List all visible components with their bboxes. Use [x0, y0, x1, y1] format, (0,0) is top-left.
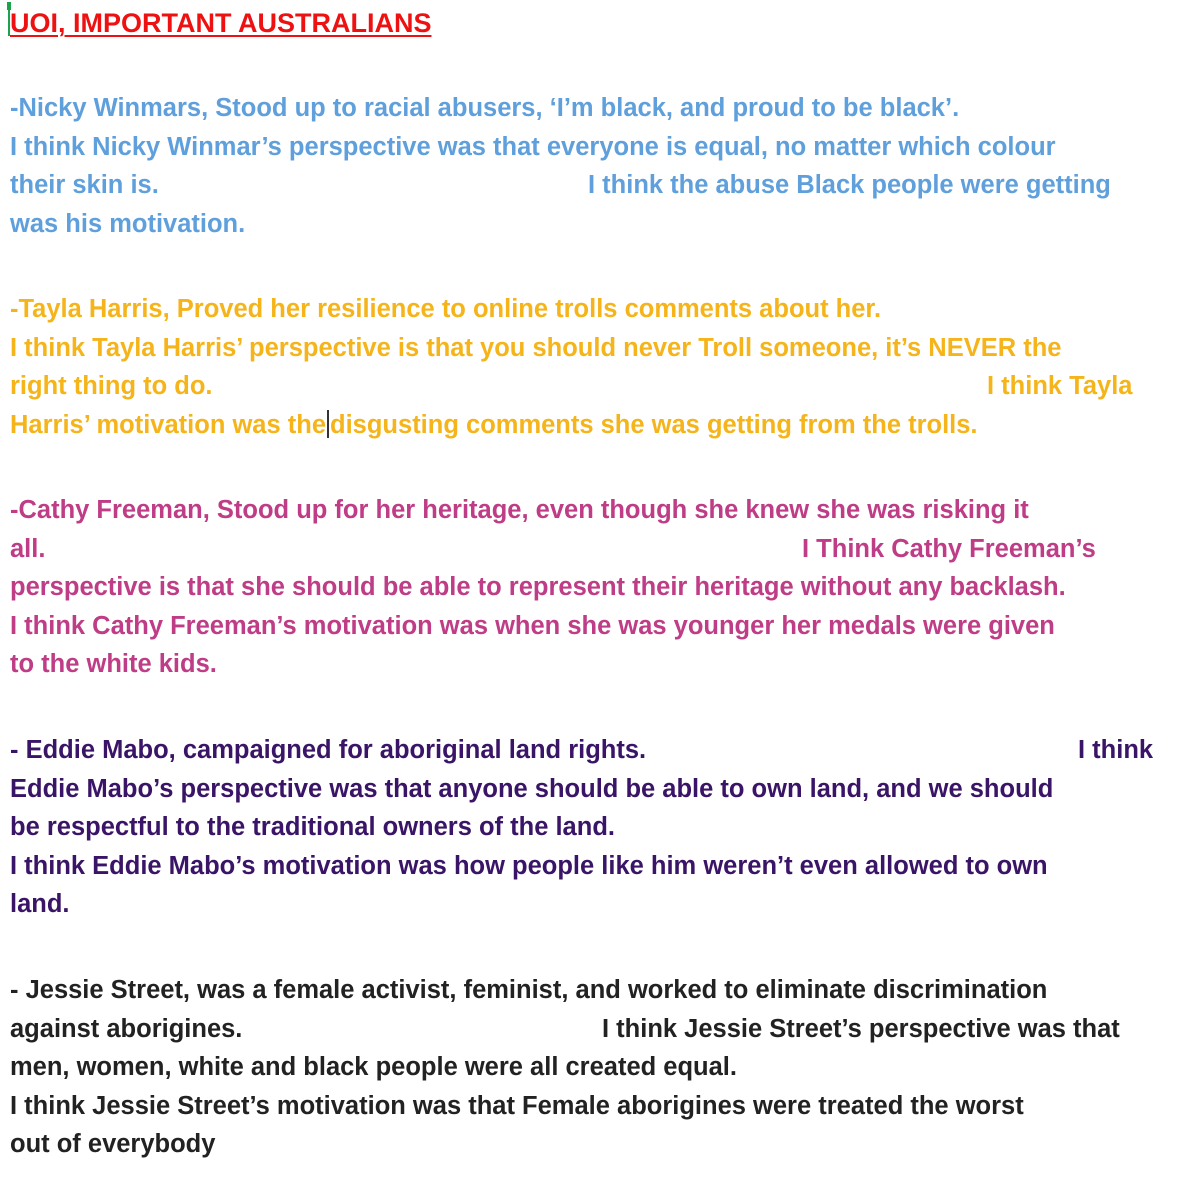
line-right-text: I think Jessie Street’s perspective was that — [602, 1014, 1120, 1043]
paragraph-line — [10, 166, 1192, 205]
line-right-text: I Think Cathy Freeman’s — [802, 534, 1096, 563]
line-left-text: right thing to do. — [10, 372, 213, 400]
line-left-text: all. — [10, 534, 46, 563]
text-cursor — [327, 410, 329, 438]
paragraph-line: I think Jessie Street’s motivation was that Female aborigines were treated the worst — [10, 1091, 1024, 1120]
paragraph-line: -Cathy Freeman, Stood up for her heritage, even though she knew she was risking it — [10, 496, 1029, 524]
paragraph-line: -Tayla Harris, Proved her resilience to online trolls comments about her. — [10, 295, 882, 323]
section-winmar — [10, 89, 1192, 243]
line-right-text: I think the abuse Black people were getting — [588, 171, 1111, 199]
paragraph-line: to the white kids. — [10, 650, 217, 678]
line-left-text: against aborigines. — [10, 1014, 243, 1043]
line-right-text: I think — [1078, 736, 1154, 764]
line-text-before-cursor: Harris’ motivation was the — [10, 410, 327, 439]
paragraph-line: I think Tayla Harris’ perspective is that you should never Troll someone, it’s NEVER the — [10, 333, 1062, 362]
section-mabo — [10, 731, 1192, 924]
section-harris — [10, 290, 1192, 444]
paragraph-line: I think Nicky Winmar’s perspective was that everyone is equal, no matter which colour — [10, 132, 1056, 161]
paragraph-line — [10, 1010, 1192, 1049]
paragraph-line — [10, 731, 1192, 770]
section-street — [10, 971, 1192, 1164]
paragraph-line: perspective is that she should be able to represent their heritage without any backlash. — [10, 573, 1066, 601]
paragraph-line: - Jessie Street, was a female activist, feminist, and worked to eliminate discrimination — [10, 976, 1048, 1004]
paragraph-line: land. — [10, 890, 70, 918]
paragraph-line: men, women, white and black people were all created equal. — [10, 1053, 737, 1081]
paragraph-line: I think Eddie Mabo’s motivation was how people like him weren’t even allowed to own — [10, 851, 1048, 880]
paragraph-line — [10, 367, 1192, 406]
paragraph-line: I think Cathy Freeman’s motivation was when she was younger her medals were given — [10, 611, 1055, 640]
paragraph-line — [10, 530, 1192, 569]
line-left-text: - Eddie Mabo, campaigned for aboriginal land rights. — [10, 736, 647, 764]
paragraph-line: out of everybody — [10, 1130, 216, 1158]
line-right-text: I think Tayla — [987, 372, 1133, 400]
section-freeman — [10, 491, 1192, 684]
line-left-text: their skin is. — [10, 171, 159, 199]
paragraph-line: -Nicky Winmars, Stood up to racial abusers, ‘I’m black, and proud to be black’. — [10, 94, 960, 122]
paragraph-line: was his motivation. — [10, 209, 246, 238]
paragraph-line: be respectful to the traditional owners of the land. — [10, 813, 615, 841]
paragraph-line: Eddie Mabo’s perspective was that anyone should be able to own land, and we should — [10, 774, 1054, 803]
paragraph-line — [10, 406, 1192, 445]
document-title: UOI, IMPORTANT AUSTRALIANS — [10, 8, 432, 38]
line-text-after-cursor: disgusting comments she was getting from the trolls. — [330, 410, 978, 439]
